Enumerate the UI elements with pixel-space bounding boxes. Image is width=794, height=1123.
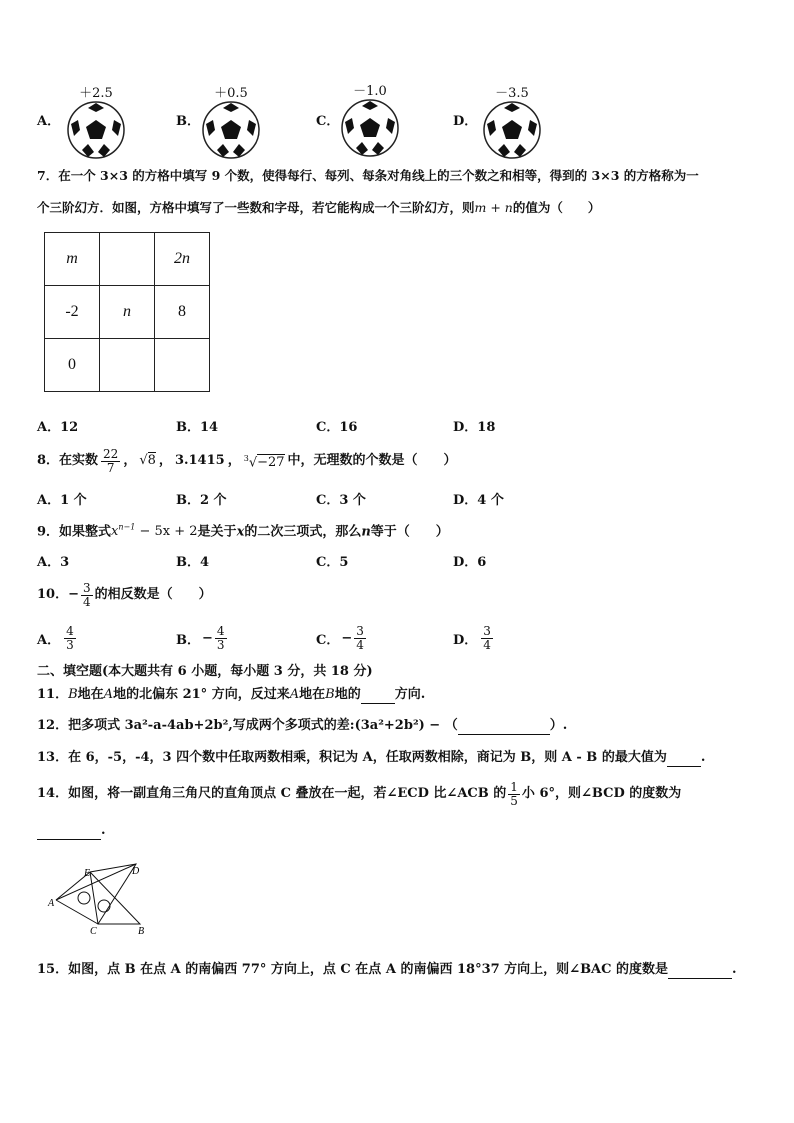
section-title: 二、填空题(本大题共有 6 小题，每小题 3 分，共 18 分)	[37, 664, 373, 679]
figure-label-b: B	[138, 926, 145, 937]
q10-option-b	[176, 619, 227, 657]
q8-cbrt-index: 3	[243, 453, 249, 463]
q11-part: 11．	[37, 687, 69, 702]
answer-blank[interactable]	[668, 978, 732, 979]
q8-stem: 8．在实数 $\frac{22}{7}$ ， √8 ， 3.1415 ， $^3$√−27 中，无理数的个数是（ ）	[37, 446, 457, 475]
q7-line2-end: 的值为（ ）	[512, 200, 601, 215]
q10-option-fraction	[354, 625, 366, 652]
q9-option-d: D．6	[453, 555, 487, 570]
grid-cell	[100, 339, 155, 392]
q7-expr: m + n	[474, 200, 513, 215]
grid-cell: m	[45, 233, 100, 286]
q13-text: 13．在 6，-5，-4，3 四个数中任取两数相乘，积记为 A，任取两数相除，商记为 B，则 A - B 的最大值为	[37, 750, 667, 765]
q11-part: 地的北偏东 21° 方向，反过来	[113, 687, 290, 702]
answer-blank[interactable]	[361, 703, 395, 704]
grid-cell: 0	[45, 339, 100, 392]
q11-part: A	[103, 687, 114, 702]
q9-option-c: C．5	[316, 555, 349, 570]
q10-option-letter: A．	[37, 632, 61, 648]
q6-option-c-value: －1.0	[353, 84, 387, 99]
q10-option-letter: D．	[453, 632, 478, 648]
q6-option-b-letter: B．	[176, 114, 200, 129]
q8-option-a: A．1 个	[37, 493, 87, 508]
q9-stem	[37, 519, 449, 541]
answer-blank[interactable]	[37, 839, 101, 840]
q7-option-c: C．16	[316, 420, 358, 435]
q10-option-num: 3	[483, 623, 491, 638]
q11-stem	[37, 686, 425, 704]
q6-option-a-value: ＋2.5	[79, 86, 113, 101]
q8-sqrt: √8	[139, 453, 156, 468]
q8-option-b: B．2 个	[176, 493, 227, 508]
q13-end: .	[700, 750, 706, 765]
q8-sqrt-val: 8	[147, 453, 156, 468]
q10-option-fraction	[215, 625, 227, 652]
q15-stem	[37, 961, 737, 979]
figure-label-a: A	[48, 898, 55, 909]
q11-part: B	[325, 687, 335, 702]
q7-line2-text: 个三阶幻方．如图，方格中填写了一些数和字母，若它能构成一个三阶幻方，则	[37, 200, 475, 215]
q9-var: x	[236, 524, 245, 540]
q11-part: 方向.	[394, 687, 426, 702]
q10-suffix: 的相反数是（ ）	[94, 587, 212, 602]
q13-stem	[37, 749, 705, 767]
q10-frac-num: 3	[82, 580, 91, 595]
q8-cbrt: $^3$√−27	[243, 453, 285, 471]
q14-stem	[37, 774, 681, 814]
q10-fraction	[81, 582, 93, 609]
q9-poly-rest: − 5x + 2	[135, 524, 198, 540]
q10-frac-den: 4	[82, 594, 91, 609]
grid-cell: 8	[155, 286, 210, 339]
q10-stem	[37, 577, 212, 613]
q10-option-den: 4	[356, 637, 364, 652]
q8-option-c: C．3 个	[316, 493, 366, 508]
q10-option-den: 4	[483, 637, 491, 652]
q14-suffix: 小 6°，则∠BCD 的度数为	[521, 786, 682, 801]
set-square-figure	[44, 852, 164, 937]
q8-decimal: 3.1415	[174, 453, 225, 468]
soccer-ball-icon	[482, 100, 542, 160]
q14-frac-den: 5	[510, 793, 518, 808]
q10-option-num: 3	[356, 623, 364, 638]
q9-option-a: A．3	[37, 555, 70, 570]
q8-cbrt-val: −27	[257, 455, 285, 471]
q12-end: ）.	[549, 718, 568, 733]
q9-prefix: 9．如果整式	[37, 524, 112, 540]
q9-option-b: B．4	[176, 555, 210, 570]
q8-option-d: D．4 个	[453, 493, 504, 508]
q9-poly	[111, 524, 198, 539]
q6-option-b-value: ＋0.5	[214, 86, 248, 101]
q10-option-a	[37, 619, 76, 657]
figure-label-e: E	[84, 868, 91, 879]
q10-option-letter: C．	[316, 632, 340, 648]
q11-part: 地在	[299, 687, 326, 702]
q9-poly-exp: n−1	[118, 523, 136, 532]
q11-part: 地的	[334, 687, 361, 702]
q15-text: 15．如图，点 B 在点 A 的南偏西 77° 方向上，点 C 在点 A 的南偏西 18°37 方向上，则∠BAC 的度数是	[37, 962, 669, 977]
q6-option-c-letter: C．	[316, 114, 340, 129]
q10-option-letter: B．	[176, 632, 200, 648]
q10-option-num: 4	[216, 623, 225, 638]
q10-prefix: 10．−	[37, 587, 79, 602]
soccer-ball-icon	[66, 100, 126, 160]
grid-cell: -2	[45, 286, 100, 339]
q6-option-d-letter: D．	[453, 114, 478, 129]
q9-poly-base: x	[111, 524, 119, 540]
answer-blank[interactable]	[667, 766, 701, 767]
q10-option-fraction	[481, 625, 493, 652]
q7-line1: 7．在一个 3×3 的方格中填写 9 个数，使得每行、每列、每条对角线上的三个数之和相等，得到的 3×3 的方格称为一	[37, 168, 699, 183]
q8-frac-num: 22	[103, 446, 119, 461]
q14-prefix: 14．如图，将一副直角三角尺的直角顶点 C 叠放在一起，若∠ECD 比∠ACB 的	[37, 786, 507, 801]
q7-line2	[37, 199, 600, 217]
q7-option-a: A．12	[37, 420, 79, 435]
q10-option-den: 3	[66, 637, 74, 652]
soccer-ball-icon	[201, 100, 261, 160]
q7-option-d: D．18	[453, 420, 496, 435]
q6-option-a-letter: A．	[37, 114, 61, 129]
magic-square-grid	[44, 232, 210, 392]
grid-cell	[155, 339, 210, 392]
figure-label-c: C	[90, 926, 97, 937]
grid-cell	[100, 233, 155, 286]
q7-option-b: B．14	[176, 420, 219, 435]
q11-part: B	[68, 687, 78, 702]
q6-option-d-value: －3.5	[495, 86, 529, 101]
q14-fraction	[508, 781, 520, 808]
q9-suffix: 等于（ ）	[370, 524, 449, 540]
q12-stem	[37, 717, 567, 735]
q10-option-sign: −	[341, 630, 353, 646]
q8-suffix: 中，无理数的个数是（ ）	[287, 453, 457, 468]
q12-text: 12．把多项式 3a²-a-4ab+2b²,写成两个多项式的差:(3a²+2b²) − （	[37, 718, 458, 733]
q9-mid2: 的二次三项式，那么	[244, 524, 362, 540]
q8-prefix: 8．在实数	[37, 453, 99, 468]
q9-var2: n	[361, 524, 371, 540]
q10-option-c	[316, 619, 366, 657]
q10-option-num: 4	[66, 623, 74, 638]
q10-option-den: 3	[216, 637, 225, 652]
q14-end: .	[101, 823, 106, 838]
q10-option-sign: −	[202, 630, 213, 646]
q14-answer-line	[37, 822, 106, 840]
q15-end: .	[732, 962, 737, 977]
grid-cell: n	[100, 286, 155, 339]
q10-option-fraction	[64, 625, 76, 652]
q8-frac-den: 7	[106, 460, 115, 475]
q9-mid: 是关于	[197, 524, 237, 540]
q11-part: 地在	[77, 687, 104, 702]
figure-label-d: D	[132, 866, 140, 877]
soccer-ball-icon	[340, 98, 400, 158]
answer-blank[interactable]	[458, 734, 550, 735]
q14-frac-num: 1	[510, 779, 518, 794]
grid-cell: 2n	[155, 233, 210, 286]
q10-option-d	[453, 619, 493, 657]
q11-part: A	[289, 687, 300, 702]
q8-fraction	[101, 448, 120, 475]
